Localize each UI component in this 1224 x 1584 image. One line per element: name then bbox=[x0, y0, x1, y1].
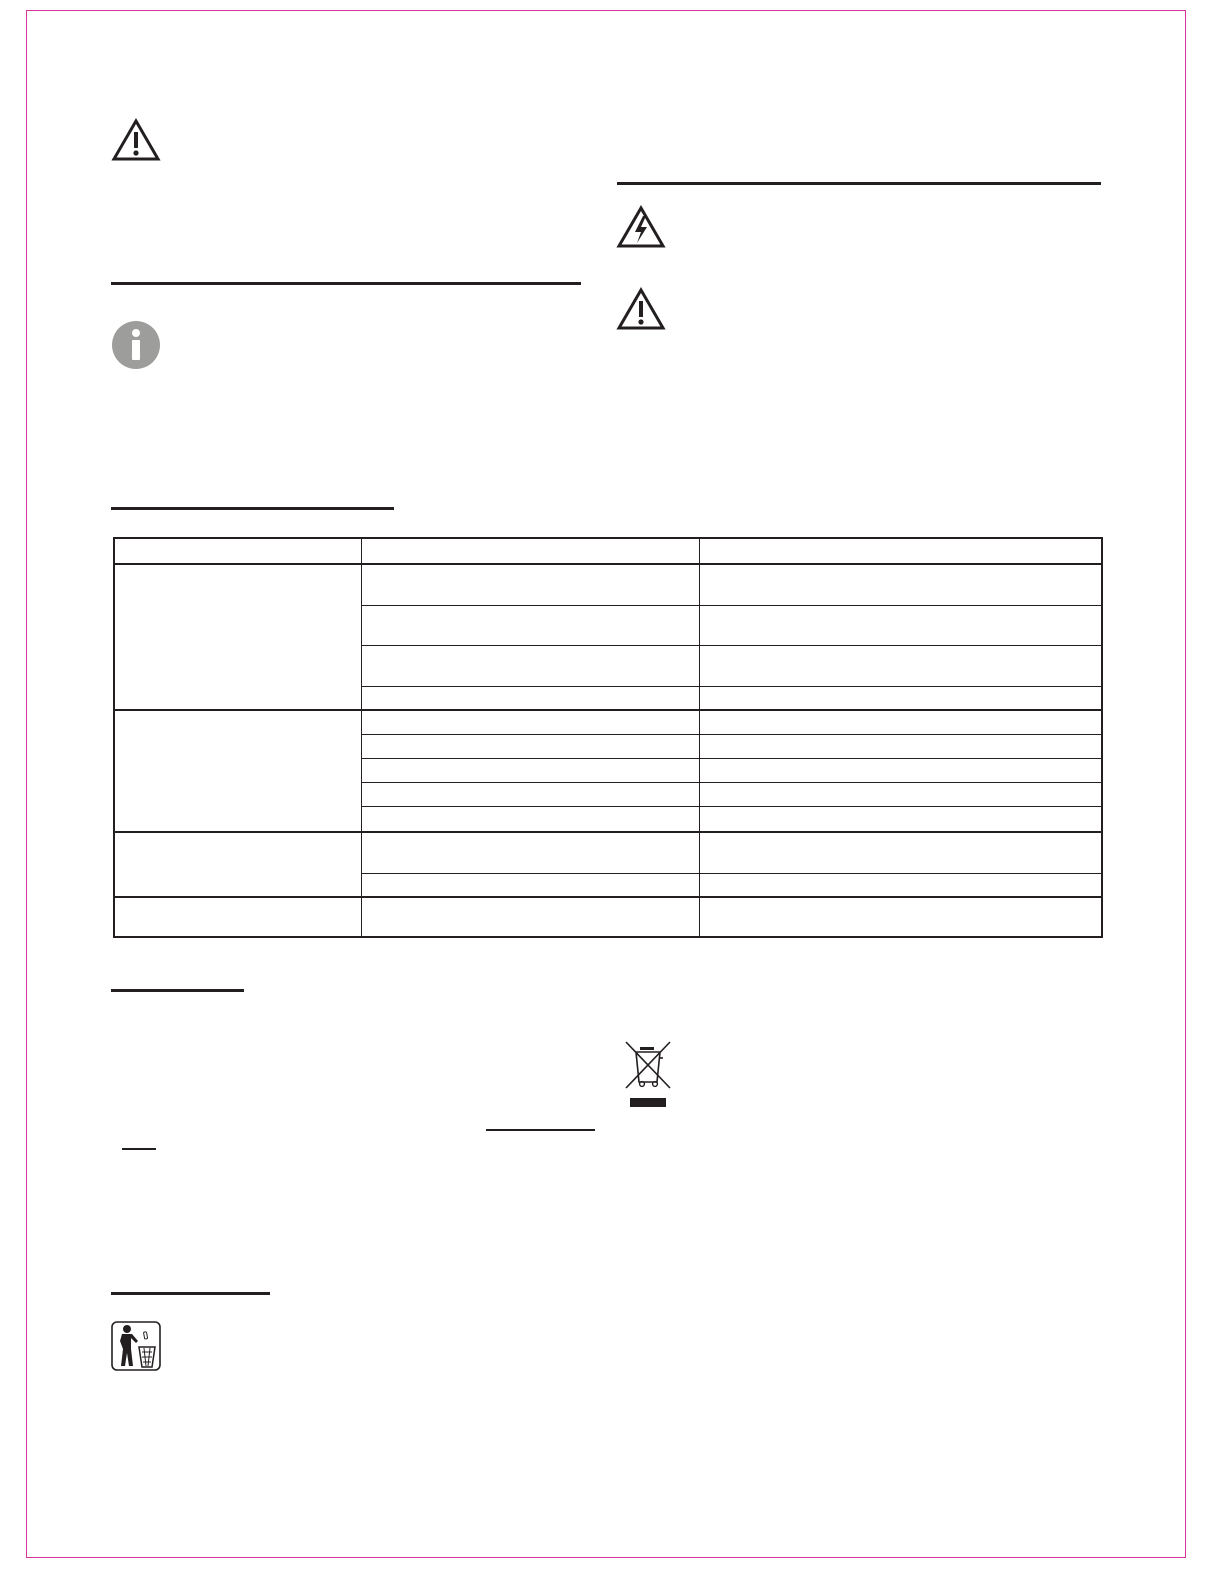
table-cell bbox=[361, 605, 699, 645]
info-circle-icon bbox=[111, 320, 161, 370]
tidyman-disposal-icon bbox=[111, 1321, 161, 1371]
table-cell bbox=[699, 538, 1102, 564]
link-underline bbox=[486, 1129, 595, 1131]
table-cell bbox=[114, 897, 361, 937]
table-cell bbox=[361, 734, 699, 758]
table-cell bbox=[361, 686, 699, 710]
table-cell bbox=[114, 710, 361, 832]
specification-table bbox=[113, 537, 1103, 938]
table-cell bbox=[114, 564, 361, 710]
table-cell bbox=[699, 686, 1102, 710]
table-cell bbox=[361, 538, 699, 564]
table-cell bbox=[699, 782, 1102, 806]
table-cell bbox=[361, 758, 699, 782]
table-cell bbox=[361, 873, 699, 897]
footer-link-underline bbox=[126, 1557, 267, 1558]
table-cell bbox=[699, 734, 1102, 758]
table-cell bbox=[699, 832, 1102, 873]
crossed-out-wheelie-bin-icon bbox=[623, 1040, 673, 1110]
table-row bbox=[114, 538, 1102, 564]
table-cell bbox=[361, 645, 699, 686]
heading-underline bbox=[111, 1292, 270, 1295]
section-rule bbox=[617, 182, 1101, 185]
table-cell bbox=[114, 538, 361, 564]
table-row bbox=[114, 564, 1102, 605]
electric-shock-warning-icon bbox=[616, 205, 666, 249]
table-row bbox=[114, 897, 1102, 937]
table-cell bbox=[361, 832, 699, 873]
heading-underline bbox=[111, 989, 244, 992]
table-cell bbox=[361, 782, 699, 806]
section-rule bbox=[111, 282, 581, 285]
table-cell bbox=[699, 873, 1102, 897]
table-cell bbox=[361, 564, 699, 605]
table-cell bbox=[699, 710, 1102, 734]
table-cell bbox=[699, 758, 1102, 782]
table-cell bbox=[114, 832, 361, 897]
table-cell bbox=[699, 806, 1102, 832]
link-underline bbox=[122, 1148, 156, 1150]
table-row bbox=[114, 832, 1102, 873]
table-cell bbox=[699, 897, 1102, 937]
heading-underline bbox=[111, 507, 394, 510]
warning-triangle-icon bbox=[616, 287, 666, 331]
table-cell bbox=[699, 605, 1102, 645]
table-cell bbox=[361, 710, 699, 734]
table-row bbox=[114, 710, 1102, 734]
warning-triangle-icon bbox=[111, 118, 161, 162]
table-cell bbox=[361, 806, 699, 832]
table-cell bbox=[699, 564, 1102, 605]
table-cell bbox=[699, 645, 1102, 686]
table-cell bbox=[361, 897, 699, 937]
